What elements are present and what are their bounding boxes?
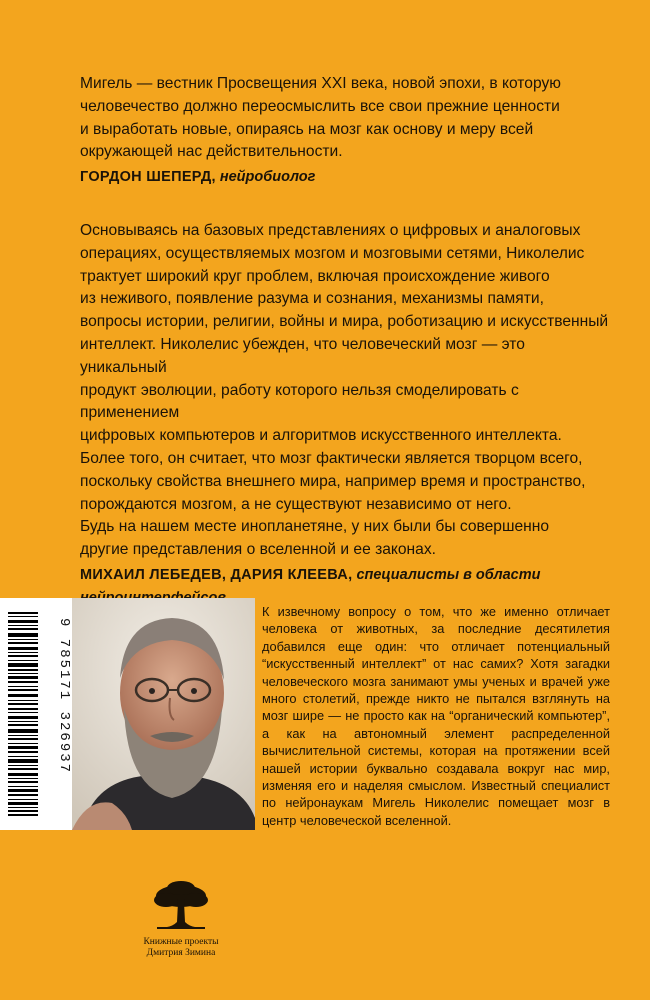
quote-line: вопросы истории, религии, войны и мира, роботизацию и искусственный [80, 313, 609, 331]
author-role: специалисты в области [356, 566, 541, 583]
publisher-name-line1: Книжные проекты [143, 937, 219, 947]
quote-line: человечество должно переосмыслить все свои прежние ценности [80, 97, 560, 115]
publisher-logo [125, 880, 237, 959]
book-description: К извечному вопросу о том, что же именно отличает человека от животных, за последние десятилетия добавился еще один: что отличает потенциальный “искусственный интеллект” от нас самих? Хотя загадки человеческого мозга занимают умы ученых и врачей уже много столетий, прежде никто не пытался взглянуть на мозг шире — не просто как на “органический компьютер”, а как на автономный элемент распределенной вычислительной системы, которая на протяжении всей нашей истории буквально создавала вокруг нас мир, изменяя его и наделяя смыслом. Известный специалист по нейронаукам Мигель Николелис помещает мозг в центр человеческой вселенной. [262, 604, 610, 828]
quote-line: Будь на нашем месте инопланетяне, у них были бы совершенно [80, 518, 550, 536]
quote-line: цифровых компьютеров и алгоритмов искусственного интеллекта. [80, 427, 562, 445]
publisher-name-line2: Дмитрия Зимина [146, 948, 216, 958]
quote-line: Основываясь на базовых представлениях о цифровых и аналоговых [80, 222, 581, 239]
quote-line: поскольку свойства внешнего мира, например время и пространство, [80, 472, 586, 490]
quote-line: и выработать новые, опираясь на мозг как основу и меру всей [80, 120, 534, 138]
author-photo [72, 598, 255, 830]
barcode-bars [8, 608, 38, 820]
quote-line: другие представления о вселенной и ее законах. [80, 541, 436, 559]
quote-line: трактует широкий круг проблем, включая происхождение живого [80, 267, 550, 285]
quote-line: из неживого, появление разума и сознания, механизмы памяти, [80, 290, 544, 308]
quote-author [80, 166, 610, 189]
quote-line: интеллект. Николелис убежден, что человеческий мозг — это уникальный [80, 335, 525, 376]
author-name: МИХАИЛ ЛЕБЕДЕВ, ДАРИЯ КЛЕЕВА, [80, 566, 353, 583]
author-portrait-image [72, 598, 255, 830]
quote-line: Более того, он считает, что мозг фактически является творцом всего, [80, 449, 583, 467]
isbn-number: 9 785171 326937 [56, 618, 72, 775]
quote-shepherd [80, 73, 610, 189]
author-name: ГОРДОН ШЕПЕРД, [80, 169, 216, 186]
quote-line: Мигель — вестник Просвещения XXI века, новой эпохи, в которую [80, 75, 561, 92]
quote-line: продукт эволюции, работу которого нельзя смоделировать с применением [80, 381, 519, 422]
tree-icon [151, 880, 211, 932]
quote-line: порождаются мозгом, а не существуют независимо от него. [80, 495, 512, 513]
barcode [0, 598, 72, 830]
quote-line: операциях, осуществляемых мозгом и мозговыми сетями, Николелис [80, 244, 585, 262]
quote-lebedev-kleeva [80, 220, 610, 610]
quote-line: окружающей нас действительности. [80, 143, 343, 161]
author-role: нейробиолог [219, 169, 316, 186]
